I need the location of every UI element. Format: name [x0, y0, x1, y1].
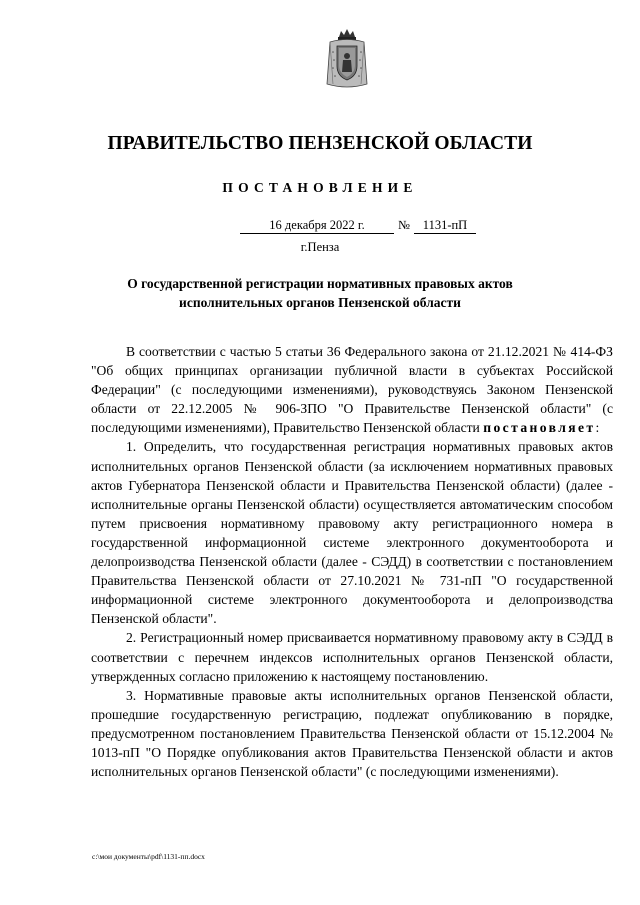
file-path-footer: c:\мои документы\pdf\1131-пп.docx — [92, 852, 205, 861]
subject-line-2: исполнительных органов Пензенской области — [179, 295, 461, 310]
coat-of-arms-icon — [324, 28, 370, 90]
city: г.Пенза — [300, 240, 340, 254]
document-type: ПОСТАНОВЛЕНИЕ — [222, 180, 418, 195]
document-number: 1131-пП — [414, 218, 476, 234]
intro-text: В соответствии с частью 5 статьи 36 Федерального закона от 21.12.2021 № 414-ФЗ "Об общих принципах организации публичной власти в субъектах Российской Федерации" (с последующими изменениями), руководствуясь Законом Пензенской области от 22.12.2005 № 906-ЗПО "О Правительстве Пензенской области" (с последующими изменениями), Правительство Пензенской области — [91, 344, 613, 436]
paragraph-1: 1. Определить, что государственная регистрация нормативных правовых актов исполнительных органов Пензенской области (за исключением нормативных правовых актов Губернатора Пензенской области и Правительства Пензенской области) (далее - исполнительные органы Пензенской области) осуществляется автоматическим способом путем присвоения нормативному правовому акту регистрационного номера в государственной информационной системе электронного документооборота и делопроизводства Пензенской области (далее - СЭДД) в соответствии с постановлением Правительства Пензенской области от 27.10.2021 № 731-пП "О государственной информационной системе электронного документооборота и делопроизводства Пензенской области". — [91, 439, 613, 627]
government-title: ПРАВИТЕЛЬСТВО ПЕНЗЕНСКОЙ ОБЛАСТИ — [107, 133, 533, 154]
paragraph-3: 3. Нормативные правовые акты исполнительных органов Пензенской области, прошедшие государственную регистрацию, подлежат опубликованию в порядке, предусмотренном постановлением Правительства Пензенской области от 15.12.2004 № 1013-пП "О Порядке опубликования актов Правительства Пензенской области и актов исполнительных органов Пензенской области" (с последующими изменениями). — [91, 687, 613, 780]
decree-word: постановляет — [483, 420, 596, 436]
number-sign: № — [398, 218, 410, 232]
date-number-line — [0, 218, 640, 238]
subject-line-1: О государственной регистрации нормативных правовых актов — [127, 276, 513, 291]
document-subject — [100, 274, 540, 312]
paragraph-2: 2. Регистрационный номер присваивается нормативному правовому акту в СЭДД в соответствии с перечнем индексов исполнительных органов Пензенской области, утвержденных согласно приложению к настоящему постановлению. — [91, 630, 613, 684]
document-date: 16 декабря 2022 г. — [240, 218, 394, 234]
document-body — [91, 342, 613, 781]
paragraph-intro — [91, 342, 613, 437]
decree-colon: : — [595, 420, 600, 436]
